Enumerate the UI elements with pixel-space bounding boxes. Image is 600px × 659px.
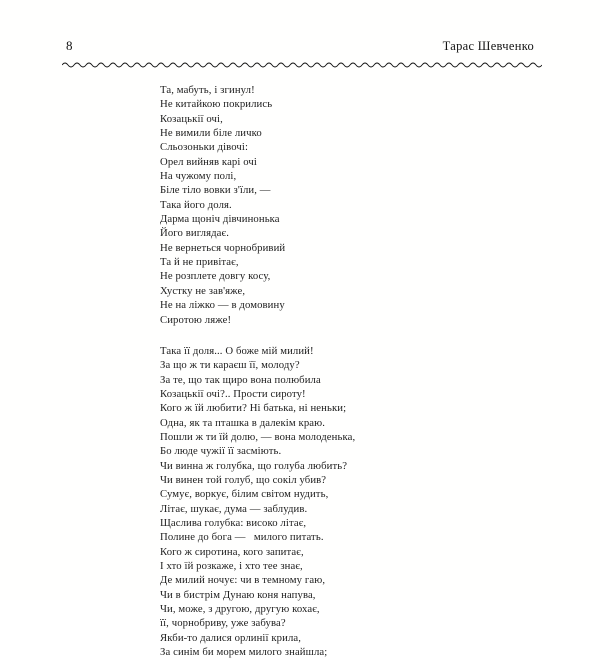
poem-line: Орел вийняв карі очі <box>160 155 257 168</box>
poem-line: Та, мабуть, і згинул! <box>160 84 255 96</box>
poem-line: Кого ж сиротина, кого запитає, <box>160 545 304 558</box>
poem-line: На чужому полі, <box>160 170 237 183</box>
poem-line: Така її доля... О боже мій милий! <box>160 344 314 357</box>
poem-line: І хто їй розкаже, і хто тее знає, <box>160 560 303 572</box>
running-head-author: Тарас Шевченко <box>442 39 534 53</box>
poem-line: Сльозоньки дівочі: <box>160 141 249 154</box>
poem-line: Не вимили біле личко <box>160 127 262 140</box>
wavy-rule-icon <box>60 61 540 69</box>
poem-line: Одна, як та пташка в далекім краю. <box>160 416 325 429</box>
poem-line: Де милий ночує: чи в темному гаю, <box>160 574 326 587</box>
poem-line: Його виглядає. <box>160 227 229 240</box>
poem-line: Дарма щоніч дівчинонька <box>160 213 280 226</box>
page-number: 8 <box>66 38 73 53</box>
poem-line: Чи в бистрім Дунаю коня напува, <box>160 588 316 601</box>
poem-line: Чи винен той голуб, що сокіл убив? <box>160 473 327 486</box>
poem-line: Не вернеться чорнобривий <box>160 241 286 254</box>
poem-line: Полине до бога — милого питать. <box>160 531 324 544</box>
poem-line: Не розплете довгу косу, <box>160 270 271 283</box>
poem-line: За те, що так щиро вона полюбила <box>160 373 321 386</box>
poem-line: Та й не привітає, <box>160 256 239 269</box>
stanza <box>160 83 540 327</box>
poem-line: Сиротою ляже! <box>160 313 232 326</box>
poem-line: Козацькії очі, <box>160 112 223 125</box>
poem-line: За що ж ти караєш її, молоду? <box>160 359 300 372</box>
poem-line: За синім би морем милого знайшла; <box>160 646 328 659</box>
poem-line: її, чорнобриву, уже забува? <box>160 617 286 630</box>
stanza <box>160 344 540 659</box>
poem-line: Хустку не зав'яже, <box>160 284 246 297</box>
poem-line: Козацькії очі?.. Прости сироту! <box>160 387 306 400</box>
poem-line: Бо люде чужії її засміють. <box>160 445 282 458</box>
poem-line: Не китайкою покрились <box>160 98 273 111</box>
page-header <box>60 38 540 54</box>
poem-body <box>60 83 540 659</box>
poem-line: Чи, може, з другою, другую кохає, <box>160 603 320 616</box>
poem-line: Чи винна ж голубка, що голуба любить? <box>160 459 348 472</box>
poem-line: Сумує, воркує, білим світом нудить, <box>160 488 329 501</box>
poem-line: Якби-то далися орлинії крила, <box>160 631 302 644</box>
poem-line: Пошли ж ти їй долю, — вона молоденька, <box>160 430 356 443</box>
poem-line: Біле тіло вовки з'їли, — <box>160 184 271 197</box>
poem-line: Літає, шукає, дума — заблудив. <box>160 502 308 515</box>
poem-line: Кого ж їй любити? Ні батька, ні неньки; <box>160 402 347 415</box>
poem-line: Щаслива голубка: високо літає, <box>160 516 307 529</box>
poem-line: Така його доля. <box>160 198 232 211</box>
poem-line: Не на ліжко — в домовину <box>160 299 285 312</box>
